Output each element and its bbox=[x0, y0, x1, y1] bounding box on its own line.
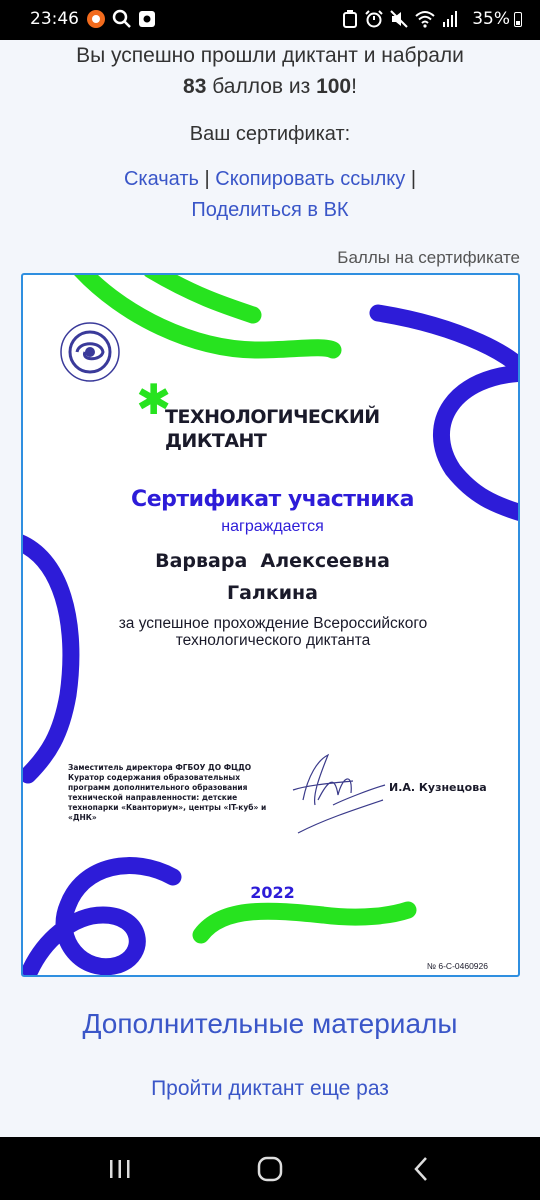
back-icon bbox=[402, 1151, 442, 1187]
certificate-year: 2022 bbox=[250, 883, 295, 902]
battery-icon bbox=[514, 12, 522, 27]
result-line: Вы успешно прошли диктант и набрали bbox=[76, 44, 464, 67]
link-separator: | bbox=[198, 168, 216, 190]
logo-star-icon: ✱ bbox=[136, 376, 172, 423]
signer-position: Заместитель директора ФГБОУ ДО ФЦДО Куратор содержания образовательных программ дополнительного образования технической направленности: детские технопарки «Кванториум», центры «IT-куб» и «ДНК» bbox=[68, 763, 267, 822]
certificate-title: Сертификат участника bbox=[131, 487, 414, 512]
additional-materials-link[interactable]: Дополнительные материалы bbox=[82, 1008, 458, 1039]
signal-icon bbox=[442, 10, 458, 33]
recents-button[interactable] bbox=[100, 1151, 140, 1187]
retake-dictation-link[interactable]: Пройти диктант еще раз bbox=[151, 1077, 389, 1100]
certificate-label: Ваш сертификат: bbox=[189, 123, 351, 145]
mute-icon bbox=[390, 10, 408, 33]
copy-link-link[interactable]: Скопировать ссылку bbox=[215, 168, 406, 190]
emblem-icon bbox=[59, 321, 121, 383]
share-vk-link[interactable]: Поделиться в ВК bbox=[191, 199, 349, 221]
signer-name: И.А. Кузнецова bbox=[389, 781, 487, 794]
home-button[interactable] bbox=[250, 1151, 290, 1187]
status-left-icons bbox=[86, 9, 156, 34]
certificate-number: № 6-С-0460926 bbox=[426, 961, 488, 971]
recipient-name-line2: Галкина bbox=[226, 582, 318, 604]
score-value: 83 bbox=[183, 75, 207, 98]
certificate-awarded: награждается bbox=[221, 518, 324, 535]
navigation-bar bbox=[0, 1137, 540, 1200]
score-middle: баллов из bbox=[212, 75, 311, 98]
battery-level: 35% bbox=[472, 9, 510, 29]
recycle-icon bbox=[342, 10, 358, 33]
wifi-icon bbox=[415, 10, 435, 33]
home-icon bbox=[250, 1151, 290, 1187]
score-caption: Баллы на сертификате bbox=[337, 248, 520, 267]
signature-image bbox=[273, 745, 393, 845]
recents-icon bbox=[100, 1151, 140, 1187]
score-max: 100 bbox=[316, 75, 352, 98]
download-link[interactable]: Скачать bbox=[123, 168, 199, 190]
certificate-image bbox=[21, 273, 520, 977]
result-message bbox=[0, 40, 540, 102]
recipient-name bbox=[23, 545, 520, 609]
app-notification-icon bbox=[86, 9, 106, 34]
logo-line1: ТЕХНОЛОГИЧЕСКИЙ bbox=[165, 406, 380, 428]
alarm-icon bbox=[365, 10, 383, 33]
link-separator: | bbox=[405, 168, 417, 190]
media-icon bbox=[138, 10, 156, 33]
score-end: ! bbox=[351, 75, 357, 98]
logo-line2: ДИКТАНТ bbox=[165, 430, 267, 452]
status-right-icons bbox=[342, 10, 458, 33]
status-time: 23:46 bbox=[30, 9, 79, 29]
dictation-logo bbox=[165, 405, 405, 453]
back-button[interactable] bbox=[402, 1151, 442, 1187]
certificate-links bbox=[60, 164, 480, 226]
search-icon bbox=[112, 9, 132, 34]
certificate-reason: за успешное прохождение Всероссийского технологического диктанта bbox=[118, 615, 428, 649]
recipient-name-line1: Варвара Алексеевна bbox=[155, 550, 390, 572]
status-bar bbox=[0, 0, 540, 40]
